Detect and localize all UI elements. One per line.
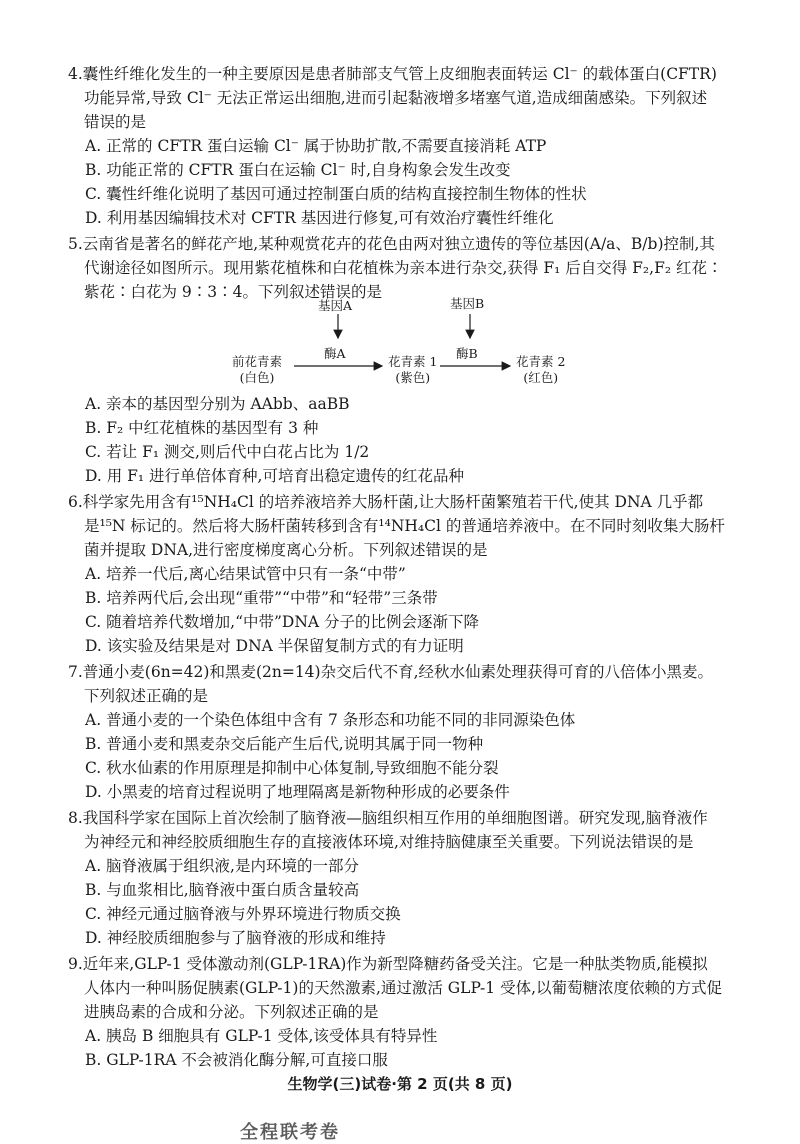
q4-option-a: A. 正常的 CFTR 蛋白运输 Cl⁻ 属于协助扩散,不需要直接消耗 ATP — [85, 137, 547, 155]
q6-option-c: C. 随着培养代数增加,“中带”DNA 分子的比例会逐渐下降 — [85, 613, 480, 631]
q6-stem-line-2: 是¹⁵N 标记的。然后将大肠杆菌转移到含有¹⁴NH₄Cl 的普通培养液中。在不同时刻收集大肠杆 — [84, 517, 725, 535]
q5-stem-line-1: 5.云南省是著名的鲜花产地,某种观赏花卉的花色由两对独立遗传的等位基因(A/a、B/b)控制,其 — [68, 235, 715, 253]
q8-option-c: C. 神经元通过脑脊液与外界环境进行物质交换 — [85, 905, 401, 923]
enzyme-a-label: 酶A — [324, 346, 346, 361]
q9-stem-line-3: 进胰岛素的合成和分泌。下列叙述正确的是 — [84, 1003, 379, 1021]
gene-a-label: 基因A — [318, 298, 353, 313]
q7-option-d: D. 小黑麦的培育过程说明了地理隔离是新物种形成的必要条件 — [85, 783, 510, 801]
gene-b-label: 基因B — [450, 296, 485, 311]
q4-stem-line-1: 4.囊性纤维化发生的一种主要原因是患者肺部支气管上皮细胞表面转运 Cl⁻ 的载体蛋白(CFTR) — [68, 65, 717, 83]
precursor-color: (白色) — [239, 370, 275, 385]
q9-stem-line-2: 人体内一种叫肠促胰素(GLP-1)的天然激素,通过激活 GLP-1 受体,以葡萄糖浓度依赖的方式促 — [84, 979, 723, 997]
q4-option-b: B. 功能正常的 CFTR 蛋白在运输 Cl⁻ 时,自身构象会发生改变 — [85, 161, 511, 179]
anthocyanin-2-color: (红色) — [523, 370, 559, 385]
anthocyanin-1-color: (紫色) — [395, 370, 431, 385]
q6-option-a: A. 培养一代后,离心结果试管中只有一条“中带” — [85, 565, 406, 583]
q5-option-d: D. 用 F₁ 进行单倍体育种,可培育出稳定遗传的红花品种 — [85, 467, 464, 485]
q7-option-c: C. 秋水仙素的作用原理是抑制中心体复制,导致细胞不能分裂 — [85, 759, 499, 777]
q7-stem-line-2: 下列叙述正确的是 — [84, 687, 209, 705]
q6-option-d: D. 该实验及结果是对 DNA 半保留复制方式的有力证明 — [85, 637, 464, 655]
precursor-node — [232, 354, 282, 386]
bottom-watermark — [240, 1108, 400, 1143]
q8-option-b: B. 与血浆相比,脑脊液中蛋白质含量较高 — [85, 881, 360, 899]
q5-stem-line-3: 紫花∶白花为 9∶3∶4。下列叙述错误的是 — [84, 283, 383, 301]
q8-stem-line-2: 为神经元和神经胶质细胞生存的直接液体环境,对维持脑健康至关重要。下列说法错误的是 — [84, 833, 694, 851]
q4-stem-line-2: 功能异常,导致 Cl⁻ 无法正常运出细胞,进而引起黏液增多堵塞气道,造成细菌感染。下列叙述 — [84, 89, 708, 107]
q7-option-a: A. 普通小麦的一个染色体组中含有 7 条形态和功能不同的非同源染色体 — [85, 711, 576, 729]
q7-stem-line-1: 7.普通小麦(6n=42)和黑麦(2n=14)杂交后代不育,经秋水仙素处理获得可育的八倍体小黑麦。 — [68, 663, 714, 681]
q5-option-b: B. F₂ 中红花植株的基因型有 3 种 — [85, 419, 319, 437]
q9-stem-line-1: 9.近年来,GLP-1 受体激动剂(GLP-1RA)作为新型降糖药备受关注。它是一种肽类物质,能模拟 — [68, 955, 708, 973]
q8-option-a: A. 脑脊液属于组织液,是内环境的一部分 — [85, 857, 359, 875]
q5-option-a: A. 亲本的基因型分别为 AAbb、aaBB — [85, 395, 350, 413]
anthocyanin-1-node — [388, 354, 437, 386]
anthocyanin-2-node — [516, 354, 565, 386]
q5-stem-line-2: 代谢途径如图所示。现用紫花植株和白花植株为亲本进行杂交,获得 F₁ 后自交得 F₂,F₂ 红花∶ — [84, 259, 723, 277]
q4-option-d: D. 利用基因编辑技术对 CFTR 基因进行修复,可有效治疗囊性纤维化 — [85, 209, 554, 227]
anthocyanin-2-name: 花青素 2 — [516, 354, 566, 369]
precursor-name: 前花青素 — [232, 354, 283, 369]
page-footer: 生物学(三)试卷·第 2 页(共 8 页) — [287, 1075, 513, 1093]
q8-stem-line-1: 8.我国科学家在国际上首次绘制了脑脊液—脑组织相互作用的单细胞图谱。研究发现,脑脊液作 — [68, 809, 708, 827]
q6-stem-line-3: 菌并提取 DNA,进行密度梯度离心分析。下列叙述错误的是 — [84, 541, 488, 559]
q4-stem-line-3: 错误的是 — [84, 113, 147, 131]
q9-option-a: A. 胰岛 B 细胞具有 GLP-1 受体,该受体具有特异性 — [85, 1027, 438, 1045]
q5-option-c: C. 若让 F₁ 测交,则后代中白花占比为 1/2 — [85, 443, 370, 461]
q6-stem-line-1: 6.科学家先用含有¹⁵NH₄Cl 的培养液培养大肠杆菌,让大肠杆菌繁殖若干代,使其 DNA 几乎都 — [68, 493, 704, 511]
anthocyanin-1-name: 花青素 1 — [388, 354, 438, 369]
q4-option-c: C. 囊性纤维化说明了基因可通过控制蛋白质的结构直接控制生物体的性状 — [85, 185, 587, 203]
metabolic-pathway-diagram — [230, 294, 590, 390]
q8-option-d: D. 神经胶质细胞参与了脑脊液的形成和维持 — [85, 929, 386, 947]
enzyme-b-label: 酶B — [456, 346, 478, 361]
q6-option-b: B. 培养两代后,会出现“重带”“中带”和“轻带”三条带 — [85, 589, 438, 607]
q7-option-b: B. 普通小麦和黑麦杂交后能产生后代,说明其属于同一物种 — [85, 735, 484, 753]
q9-option-b: B. GLP-1RA 不会被消化酶分解,可直接口服 — [85, 1051, 388, 1069]
bottom-watermark-text: 全程联考卷 — [240, 1122, 340, 1143]
